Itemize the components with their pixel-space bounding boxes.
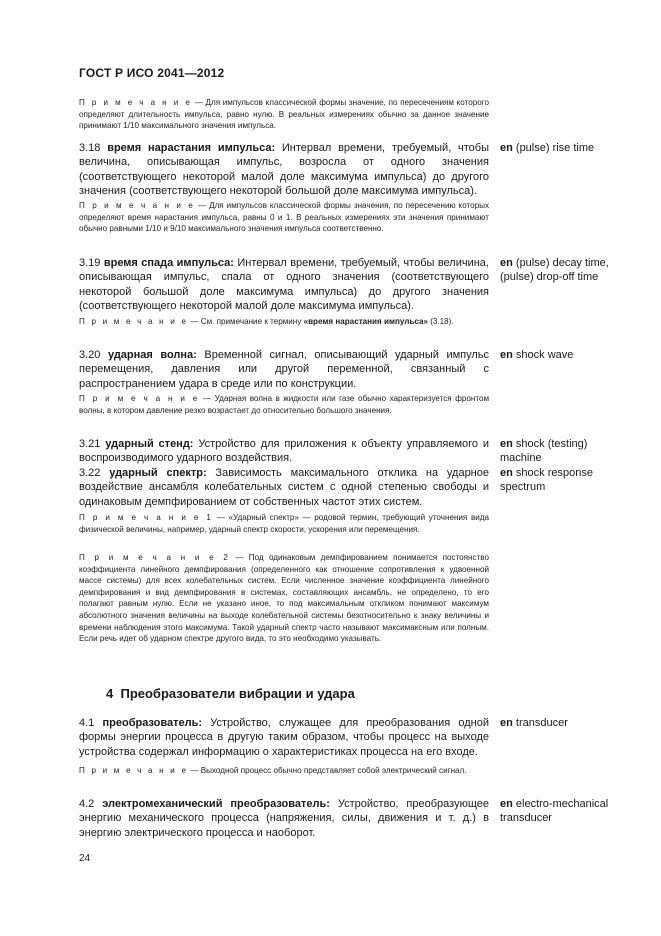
note-decay-time [79, 316, 489, 328]
en-term: (pulse) rise time [512, 142, 595, 154]
note-label: П р и м е ч а н и е [79, 98, 193, 107]
note-pulse-duration [79, 97, 489, 132]
en-term: shock response spectrum [500, 467, 593, 494]
term-3-22-english [500, 466, 625, 495]
note-label: П р и м е ч а н и е [79, 317, 189, 326]
term-number: 3.22 [79, 467, 101, 479]
term-3-21 [79, 437, 489, 466]
term-name: ударный спектр: [109, 467, 207, 479]
term-definition: Интервал времени, требуемый, чтобы величина, описывающая импульс, спала от одного значения (соответствующего некоторой большой доле максимума импульса) до другого значения (соответствующего некоторой малой доле максимума импульса). [79, 257, 489, 313]
en-label: en [500, 438, 513, 450]
term-name: электромеханический преобразователь: [102, 798, 330, 810]
en-term: shock wave [512, 349, 574, 361]
en-term: transducer [512, 717, 568, 729]
term-definition: Устройство, служащее для преобразования одной формы энергии процесса в другую таким образом, чтобы процесс на выходе устройства содержал информацию о характеристиках процесса на его входе. [79, 717, 489, 758]
note-text: — Для импульсов классической формы значения, по пересечению которых определяют время нарастания импульса, равны 0 и 1. В реальных измерениях эти значения принимают обычно равными 1/10 и 9/10 максимального значения импульса соответственно. [79, 201, 489, 234]
term-definition: Интервал времени, требуемый, чтобы величина, описывающая импульс, возросла от одного значения (соответствующего некоторой малой доле максимума импульса) до другого значения (соответствующего некоторой большой доле максимума импульса). [79, 142, 489, 198]
note-text: — Ударная волна в жидкости или газе обычно характеризуется фронтом волны, в котором давление резко возрастает до относительно большого значения. [79, 394, 490, 415]
en-label: en [500, 142, 513, 154]
en-label: en [500, 717, 513, 729]
term-3-18 [79, 141, 489, 199]
note-text: — Для импульсов классической формы значение, по пересечениям которого определяют длительность импульса, равно нулю. В реальных измерениях обычно за данное значение принимают 1/10 максимального значения импульса. [79, 98, 489, 131]
term-number: 3.21 [79, 438, 101, 450]
section-heading [106, 686, 355, 701]
term-number: 3.20 [79, 349, 101, 361]
note-shock-spectrum-1 [79, 512, 489, 535]
term-name: время спада импульса: [103, 257, 234, 269]
term-4-1 [79, 716, 489, 759]
note-transducer [79, 765, 489, 777]
note-label: П р и м е ч а н и е 1 [79, 513, 214, 522]
term-name: время нарастания импульса: [107, 142, 276, 154]
note-reference: «время нарастания импульса» [303, 317, 428, 326]
term-name: преобразователь: [102, 717, 203, 729]
term-name: ударный стенд: [105, 438, 194, 450]
note-label: П р и м е ч а н и е [79, 201, 195, 210]
note-rise-time [79, 200, 489, 235]
en-term: electro-mechanical transducer [500, 798, 609, 825]
section-title: Преобразователи вибрации и удара [120, 686, 355, 701]
section-number: 4 [106, 686, 114, 701]
term-number: 4.2 [79, 798, 95, 810]
note-text: — «Ударный спектр» — родовой термин, требующий уточнения вида физической величины, например, ударный спектр скорости, ускорения или перемещения. [79, 513, 489, 534]
note-label: П р и м е ч а н и е [79, 766, 189, 775]
term-3-19 [79, 256, 489, 314]
term-name: ударная волна: [107, 349, 197, 361]
note-label: П р и м е ч а н и е [79, 394, 200, 403]
term-definition: Временной сигнал, описывающий ударный импульс перемещения, давления или другой переменной, связанный с распространением удара в среде или по конструкции. [79, 349, 490, 390]
term-number: 4.1 [79, 717, 95, 729]
term-3-18-english [500, 141, 625, 155]
term-4-1-english [500, 716, 625, 730]
note-shock-spectrum-2 [79, 552, 489, 645]
note-text: — Под одинаковым демпфированием понимается постоянство коэффициента линейного демпфирования (определенного как отношение сопротивления к удвоенной массе системы) для всех колебательных систем. Если численное значение коэффициента линейного демпфирования и вид демпфирования в системах, составляющих ансамбль, не определено, то его полагают равным нулю. Если не указано иное, то под максимальным откликом понимают максимум абсолютного значения величины на выходе колебательной системы безотносительно к знаку величины и времени наблюдения этого максимума. Такой ударный спектр часто называют максимаксным или полным. Если речь идет об ударном спектре другого вида, то это необходимо указывать. [79, 553, 489, 644]
term-4-2 [79, 797, 489, 840]
note-label: П р и м е ч а н и е 2 [79, 553, 231, 562]
term-3-19-english [500, 256, 625, 285]
en-term: shock (testing) machine [500, 438, 588, 465]
page-header: ГОСТ Р ИСО 2041—2012 [79, 66, 225, 80]
term-3-21-english [500, 437, 625, 466]
note-shock-wave [79, 393, 489, 416]
note-text: — См. примечание к термину [188, 317, 304, 326]
note-text: — Выходной процесс обычно представляет собой электрический сигнал. [188, 766, 467, 775]
page-number: 24 [79, 853, 91, 864]
term-number: 3.18 [79, 142, 101, 154]
term-definition: Устройство для приложения к объекту управляемого и воспроизводимого ударного воздействия. [79, 438, 490, 465]
en-label: en [500, 798, 513, 810]
en-label: en [500, 467, 513, 479]
term-definition: Устройство, преобразующее энергию механического процесса (напряжения, силы, движения и т. д.) в энергию электрического процесса и наоборот. [79, 798, 489, 839]
term-4-2-english [500, 797, 625, 826]
term-definition: Зависимость максимального отклика на ударное воздействие ансамбля колебательных систем с одной степенью свободы и одинаковым демпфированием от собственных частот этих систем. [79, 467, 489, 508]
note-tail: (3.18). [427, 317, 454, 326]
en-label: en [500, 349, 513, 361]
en-term: (pulse) decay time, (pulse) drop-off time [500, 257, 609, 284]
term-3-20 [79, 348, 489, 391]
term-number: 3.19 [79, 257, 101, 269]
term-3-20-english [500, 348, 625, 362]
term-3-22 [79, 466, 489, 509]
en-label: en [500, 257, 513, 269]
